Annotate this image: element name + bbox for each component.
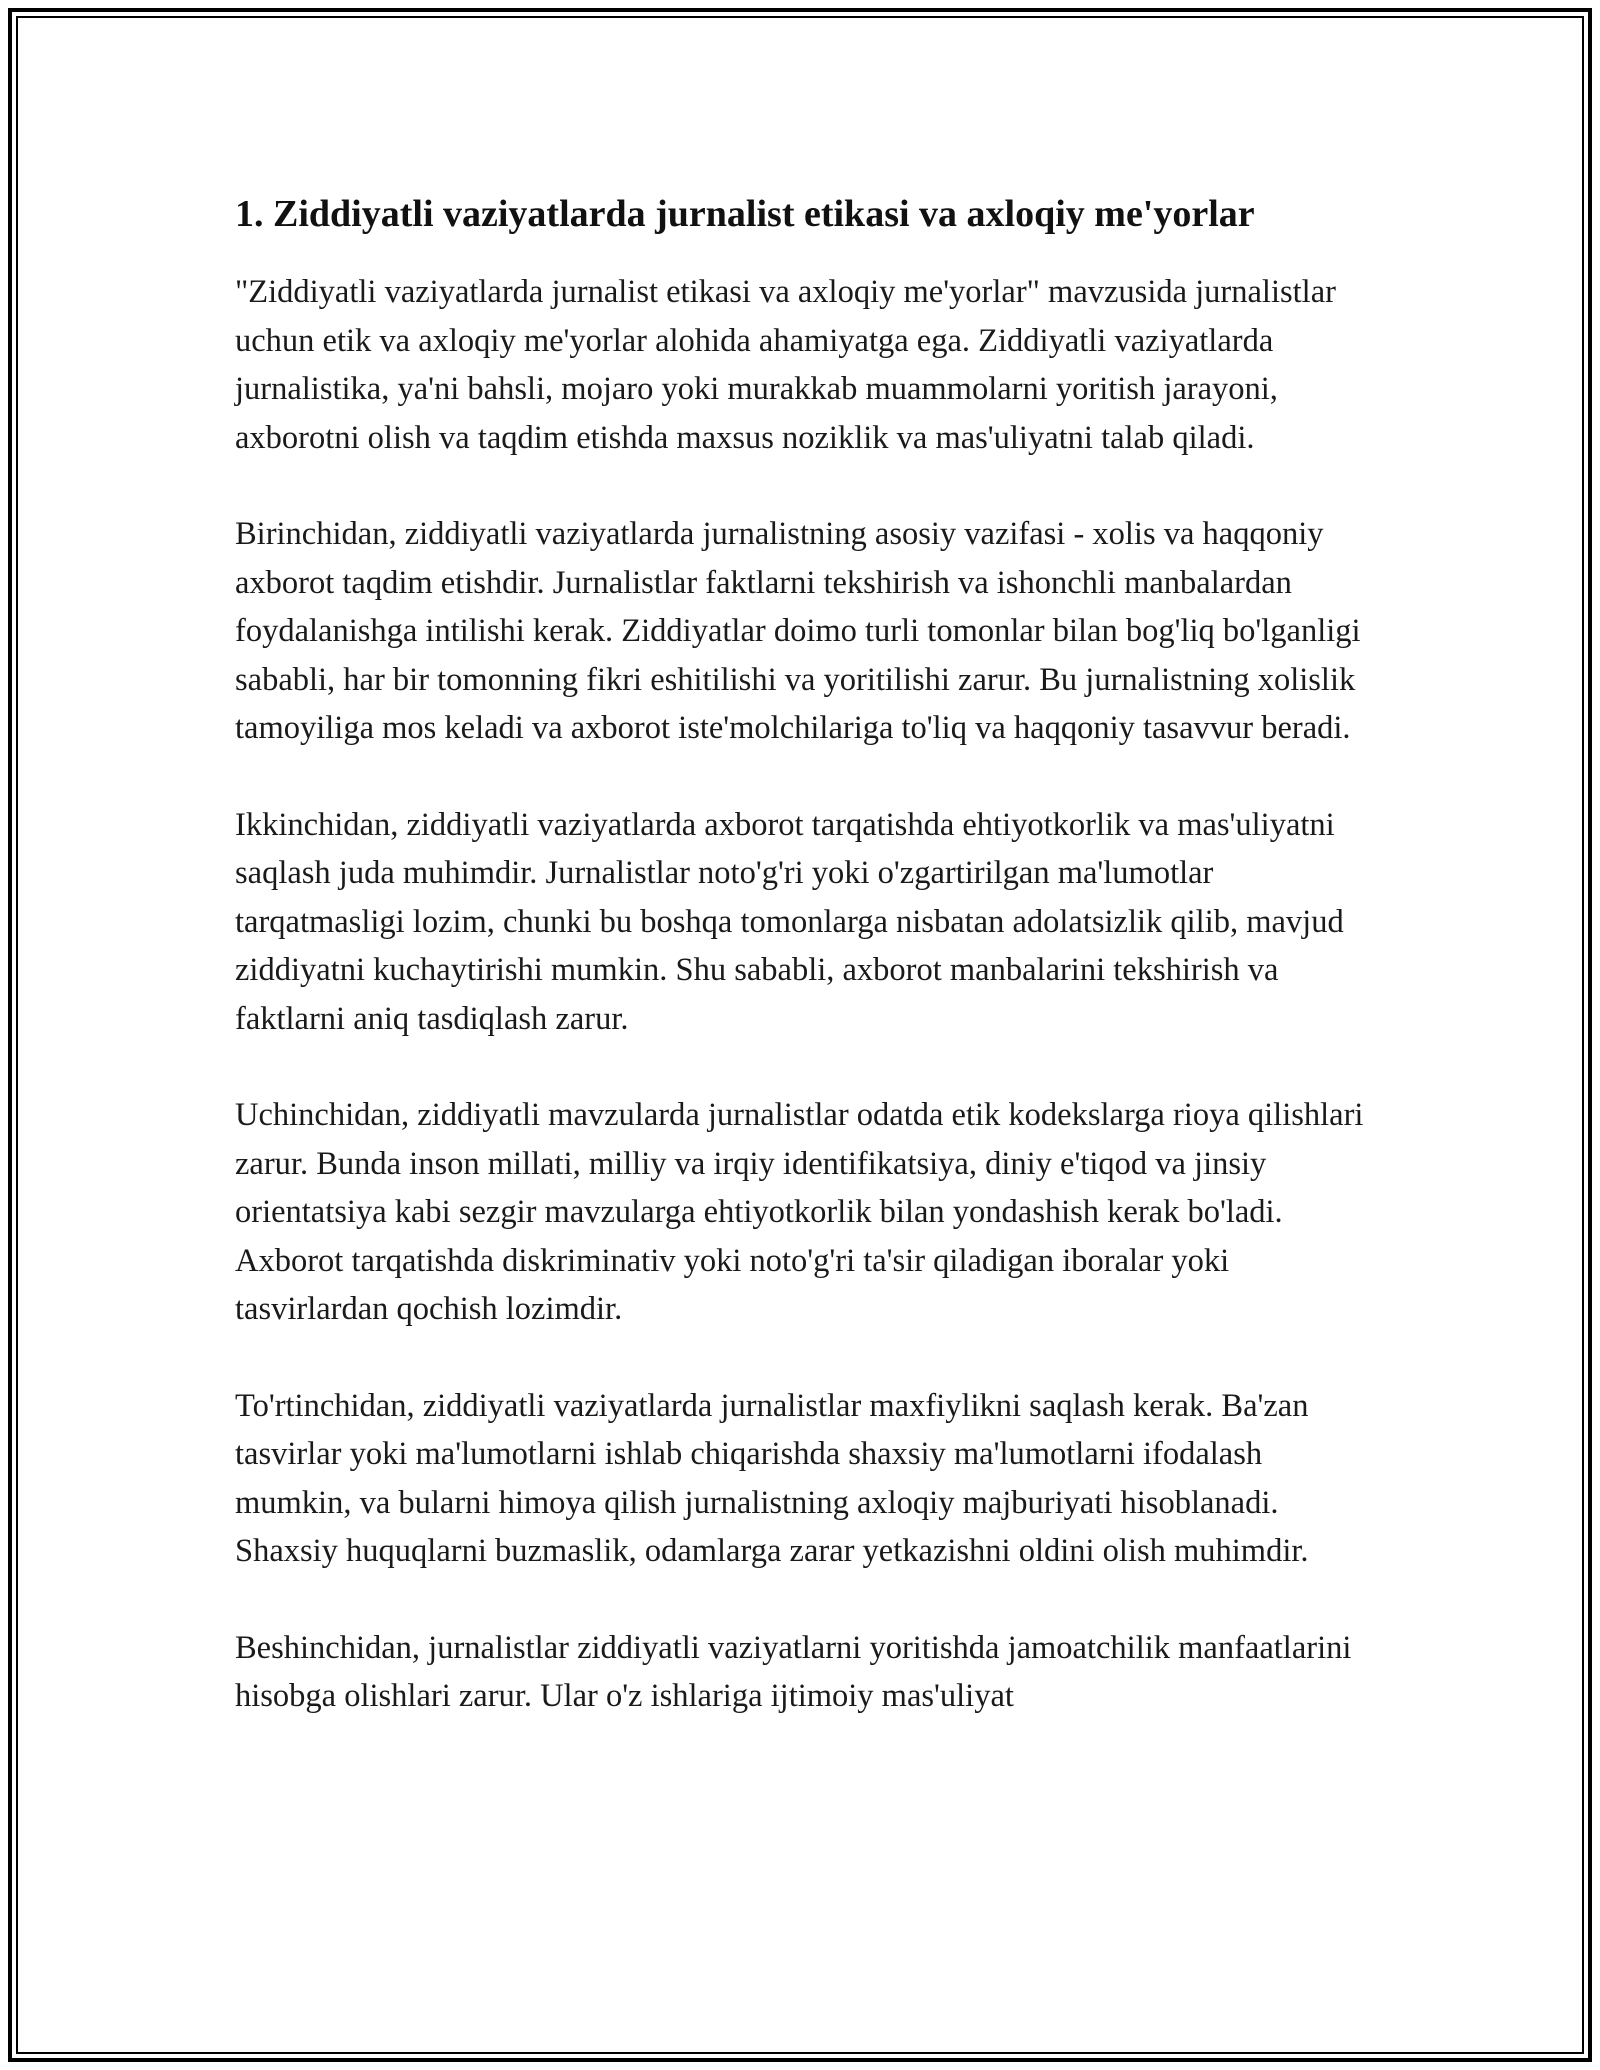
paragraph-intro: "Ziddiyatli vaziyatlarda jurnalist etikasi va axloqiy me'yorlar" mavzusida jurnalistlar uchun etik va axloqiy me'yorlar alohida ahamiyatga ega. Ziddiyatli vaziyatlarda jurnalistika, ya'ni bahsli, mojaro yoki murakkab muammolarni yoritish jarayoni, axborotni olish va taqdim etishda maxsus noziklik va mas'uliyatni talab qiladi. bbox=[235, 274, 1336, 456]
paragraph-first: Birinchidan, ziddiyatli vaziyatlarda jurnalistning asosiy vazifasi - xolis va haqqoniy axborot taqdim etishdir. Jurnalistlar faktlarni tekshirish va ishonchli manbalardan foydalanishga intilishi kerak. Ziddiyatlar doimo turli tomonlar bilan bog'liq bo'lganligi sababli, har bir tomonning fikri eshitilishi va yoritilishi zarur. Bu jurnalistning xolislik tamoyiliga mos keladi va axborot iste'molchilariga to'liq va haqqoniy tasavvur beradi. bbox=[235, 516, 1361, 746]
paragraph-fifth: Beshinchidan, jurnalistlar ziddiyatli vaziyatlarni yoritishda jamoatchilik manfaatlarini hisobga olishlari zarur. Ular o'z ishlariga ijtimoiy mas'uliyat bbox=[235, 1629, 1352, 1714]
document-title: 1. Ziddiyatli vaziyatlarda jurnalist etikasi va axloqiy me'yorlar bbox=[235, 193, 1255, 235]
paragraph-third: Uchinchidan, ziddiyatli mavzularda jurnalistlar odatda etik kodekslarga rioya qilishlari zarur. Bunda inson millati, milliy va irqiy identifikatsiya, diniy e'tiqod va jinsiy orientatsiya kabi sezgir mavzularga ehtiyotkorlik bilan yondashish kerak bo'ladi. Axborot tarqatishda diskriminativ yoki noto'g'ri ta'sir qiladigan iboralar yoki tasvirlardan qochish lozimdir. bbox=[235, 1097, 1364, 1327]
document-body bbox=[235, 182, 1375, 1769]
paragraph-second: Ikkinchidan, ziddiyatli vaziyatlarda axborot tarqatishda ehtiyotkorlik va mas'uliyatni saqlash juda muhimdir. Jurnalistlar noto'g'ri yoki o'zgartirilgan ma'lumotlar tarqatmasligi lozim, chunki bu boshqa tomonlarga nisbatan adolatsizlik qilib, mavjud ziddiyatni kuchaytirishi mumkin. Shu sababli, axborot manbalarini tekshirish va faktlarni aniq tasdiqlash zarur. bbox=[235, 806, 1344, 1037]
paragraph-fourth: To'rtinchidan, ziddiyatli vaziyatlarda jurnalistlar maxfiylikni saqlash kerak. Ba'zan tasvirlar yoki ma'lumotlarni ishlab chiqarishda shaxsiy ma'lumotlarni ifodalash mumkin, va bularni himoya qilish jurnalistning axloqiy majburiyati hisoblanadi. Shaxsiy huquqlarni buzmaslik, odamlarga zarar yetkazishni oldini olish muhimdir. bbox=[235, 1387, 1309, 1569]
